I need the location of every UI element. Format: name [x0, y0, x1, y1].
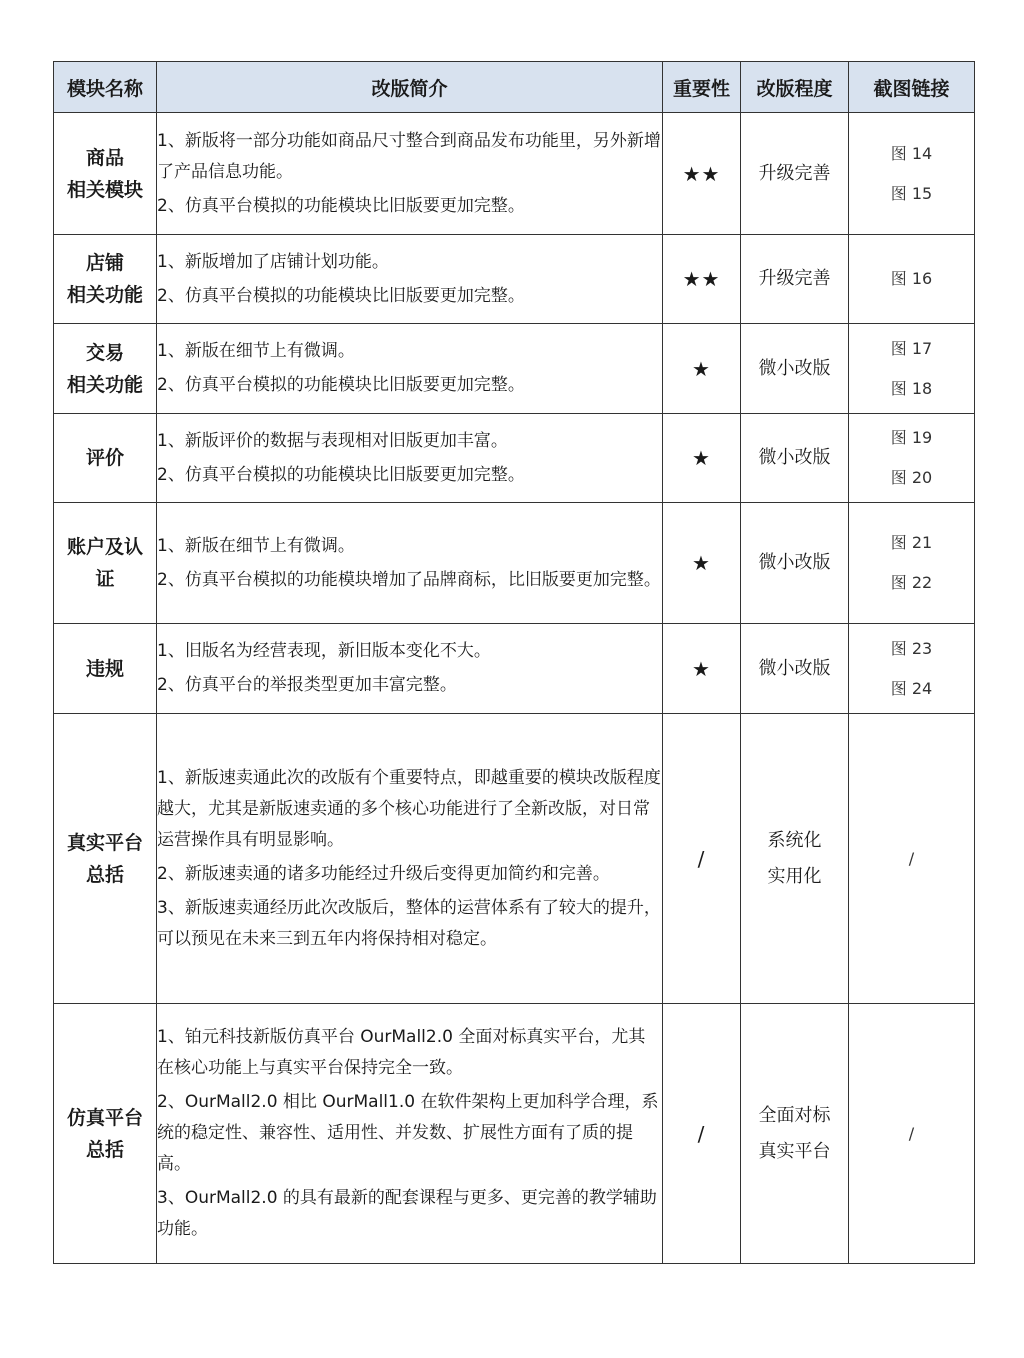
figure-link[interactable]: 图 22	[890, 573, 933, 592]
level-cell: 微小改版	[741, 414, 849, 503]
figure-link: /	[908, 848, 915, 868]
importance-cell: /	[663, 714, 741, 1004]
table-row	[54, 235, 975, 324]
header-importance: 重要性	[663, 62, 741, 113]
importance-cell: ★★	[663, 113, 741, 235]
module-cell: 店铺 相关功能	[54, 235, 157, 324]
desc-cell: 1、新版速卖通此次的改版有个重要特点，即越重要的模块改版程度越大，尤其是新版速卖通的多个核心功能进行了全新改版，对日常运营操作具有明显影响。 2、新版速卖通的诸多功能经过升级后变得更加简约和完善。 3、新版速卖通经历此次改版后，整体的运营体系有了较大的提升，可以预见在未来三到五年内将保持相对稳定。	[157, 714, 663, 1004]
header-level: 改版程度	[741, 62, 849, 113]
importance-cell: ★	[663, 503, 741, 624]
table-row	[54, 414, 975, 503]
figure-link[interactable]: 图 24	[890, 678, 933, 698]
desc-cell: 1、铂元科技新版仿真平台 OurMall2.0 全面对标真实平台，尤其在核心功能上与真实平台保持完全一致。 2、OurMall2.0 相比 OurMall1.0 在软件架构上更加科学合理，系统的稳定性、兼容性、适用性、并发数、扩展性方面有了质的提高。 3、OurMall2.0 的具有最新的配套课程与更多、更完善的教学辅助功能。	[157, 1004, 663, 1264]
desc-cell: 1、新版将一部分功能如商品尺寸整合到商品发布功能里，另外新增了产品信息功能。 2、仿真平台模拟的功能模块比旧版要更加完整。	[157, 113, 663, 235]
desc-cell: 1、新版在细节上有微调。 2、仿真平台模拟的功能模块增加了品牌商标，比旧版要更加完整。	[157, 503, 663, 624]
header-links: 截图链接	[849, 62, 975, 113]
level-cell: 微小改版	[741, 324, 849, 414]
figure-link[interactable]: 图 20	[890, 468, 933, 487]
level-cell: 全面对标 真实平台	[741, 1004, 849, 1264]
table-row	[54, 714, 975, 1004]
level-cell: 系统化 实用化	[741, 714, 849, 1004]
module-cell: 评价	[54, 414, 157, 503]
links-cell	[849, 624, 975, 714]
links-cell	[849, 113, 975, 235]
figure-link[interactable]: 图 16	[890, 269, 933, 288]
figure-link: /	[908, 1123, 915, 1143]
header-module: 模块名称	[54, 62, 157, 113]
links-cell	[849, 1004, 975, 1264]
header-desc: 改版简介	[157, 62, 663, 113]
importance-cell: ★	[663, 624, 741, 714]
links-cell	[849, 324, 975, 414]
importance-cell: /	[663, 1004, 741, 1264]
importance-cell: ★★	[663, 235, 741, 324]
table-row	[54, 1004, 975, 1264]
level-cell: 微小改版	[741, 624, 849, 714]
level-cell: 升级完善	[741, 235, 849, 324]
desc-cell: 1、新版评价的数据与表现相对旧版更加丰富。 2、仿真平台模拟的功能模块比旧版要更加完整。	[157, 414, 663, 503]
figure-link[interactable]: 图 21	[890, 533, 933, 552]
figure-link[interactable]: 图 23	[890, 638, 933, 658]
links-cell	[849, 414, 975, 503]
module-cell: 违规	[54, 624, 157, 714]
desc-cell: 1、新版增加了店铺计划功能。 2、仿真平台模拟的功能模块比旧版要更加完整。	[157, 235, 663, 324]
figure-link[interactable]: 图 14	[890, 143, 933, 163]
module-cell: 交易 相关功能	[54, 324, 157, 414]
importance-cell: ★	[663, 414, 741, 503]
revision-table	[53, 61, 975, 1264]
desc-cell: 1、新版在细节上有微调。 2、仿真平台模拟的功能模块比旧版要更加完整。	[157, 324, 663, 414]
module-cell: 账户及认 证	[54, 503, 157, 624]
links-cell	[849, 235, 975, 324]
module-cell: 商品 相关模块	[54, 113, 157, 235]
figure-link[interactable]: 图 17	[890, 338, 933, 358]
figure-link[interactable]: 图 18	[890, 378, 933, 398]
figure-link[interactable]: 图 19	[890, 428, 933, 447]
header-row	[54, 62, 975, 113]
links-cell	[849, 714, 975, 1004]
table-row	[54, 624, 975, 714]
figure-link[interactable]: 图 15	[890, 183, 933, 203]
table-row	[54, 503, 975, 624]
desc-cell: 1、旧版名为经营表现，新旧版本变化不大。 2、仿真平台的举报类型更加丰富完整。	[157, 624, 663, 714]
importance-cell: ★	[663, 324, 741, 414]
links-cell	[849, 503, 975, 624]
level-cell: 微小改版	[741, 503, 849, 624]
module-cell: 仿真平台 总括	[54, 1004, 157, 1264]
table-row	[54, 324, 975, 414]
level-cell: 升级完善	[741, 113, 849, 235]
module-cell: 真实平台 总括	[54, 714, 157, 1004]
table-row	[54, 113, 975, 235]
